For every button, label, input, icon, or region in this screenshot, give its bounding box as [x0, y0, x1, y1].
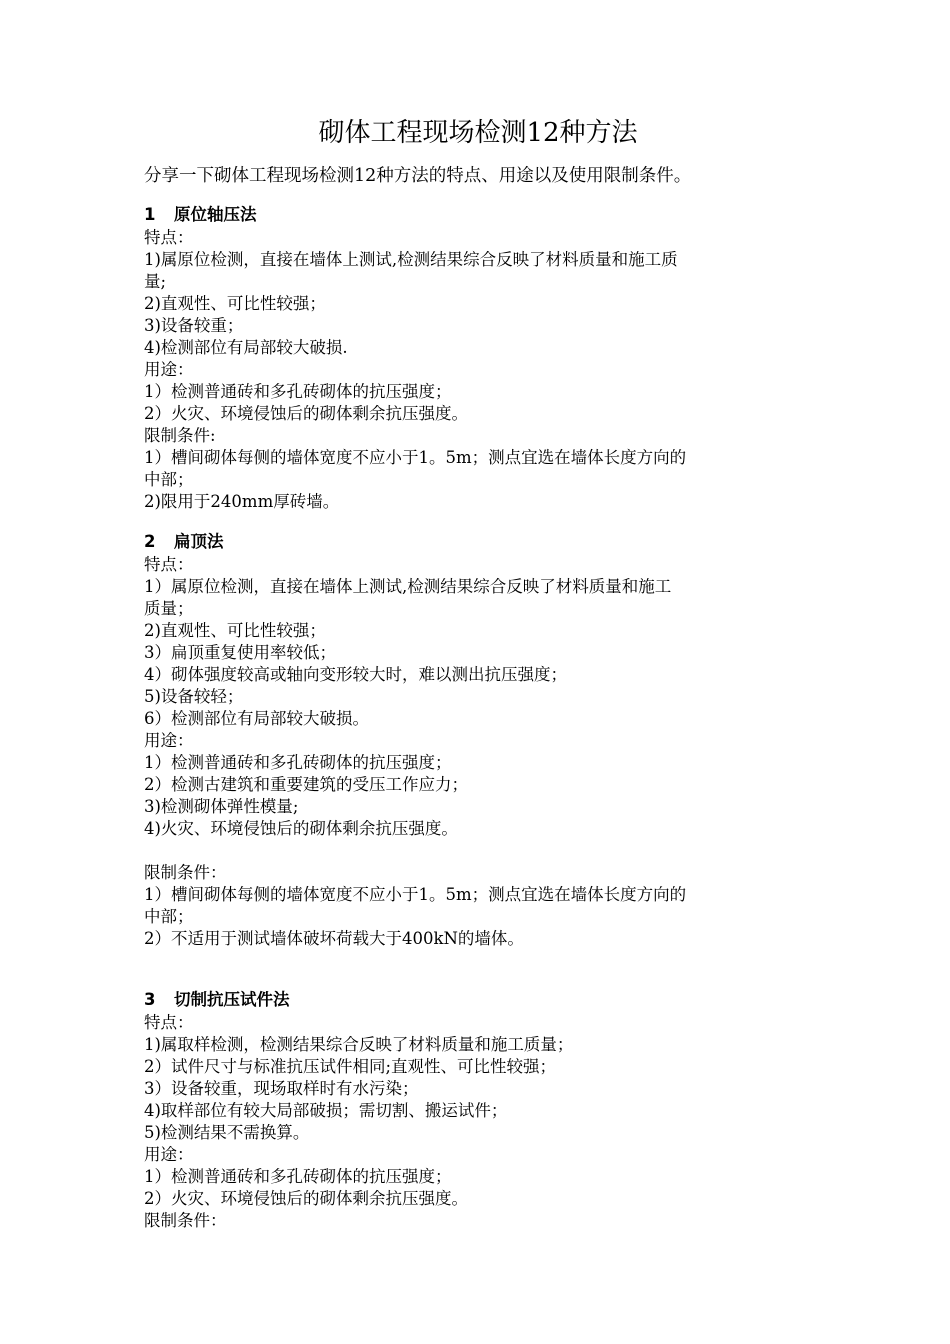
text-line: 量;: [144, 272, 167, 291]
text-line: 质量；: [144, 599, 194, 618]
text-line: 2）火灾、环境侵蚀后的砌体剩余抗压强度。: [144, 1189, 468, 1208]
intro-paragraph: 分享一下砌体工程现场检测12种方法的特点、用途以及使用限制条件。: [144, 166, 692, 186]
text-line: 用途：: [144, 731, 194, 750]
text-line: 4)火灾、环境侵蚀后的砌体剩余抗压强度。: [144, 819, 458, 838]
text-line: 4）砌体强度较高或轴向变形较大时，难以测出抗压强度；: [144, 665, 567, 684]
page-title: 砌体工程现场检测12种方法: [318, 118, 638, 148]
text-line: 1）槽间砌体每侧的墙体宽度不应小于1。5m；测点宜选在墙体长度方向的: [144, 885, 687, 904]
section-title: 扁顶法: [174, 532, 224, 551]
text-line: 1）检测普通砖和多孔砖砌体的抗压强度；: [144, 1167, 452, 1186]
text-line: 3)设备较重；: [144, 316, 244, 335]
text-line: 2)直观性、可比性较强；: [144, 621, 326, 640]
text-line: 5)设备较轻；: [144, 687, 244, 706]
text-line: 特点：: [144, 1013, 194, 1032]
section-1: [144, 203, 812, 513]
section-title: 切制抗压试件法: [174, 990, 290, 1009]
text-line: 限制条件：: [144, 863, 227, 882]
text-line: 4)检测部位有局部较大破损.: [144, 338, 348, 357]
text-line: 3)检测砌体弹性模量;: [144, 797, 299, 816]
section-title: 原位轴压法: [174, 205, 257, 224]
text-line: 2)限用于240mm厚砖墙。: [144, 492, 340, 511]
text-line: 1)属取样检测，检测结果综合反映了材料质量和施工质量；: [144, 1035, 574, 1054]
text-line: 特点：: [144, 555, 194, 574]
section-heading: [144, 988, 812, 1012]
section-number: 2: [144, 532, 156, 551]
text-line: 特点：: [144, 228, 194, 247]
section-2: [144, 530, 812, 950]
text-line: 4)取样部位有较大局部破损；需切割、搬运试件；: [144, 1101, 508, 1120]
section-3: [144, 988, 812, 1232]
text-line: 2）火灾、环境侵蚀后的砌体剩余抗压强度。: [144, 404, 468, 423]
text-line: 中部；: [144, 907, 194, 926]
text-line: 1）属原位检测，直接在墙体上测试,检测结果综合反映了材料质量和施工: [144, 577, 672, 596]
text-line: 限制条件:: [144, 426, 216, 445]
section-number: 1: [144, 205, 156, 224]
text-line: 2）试件尺寸与标准抗压试件相同;直观性、可比性较强；: [144, 1057, 557, 1076]
text-line: 1)属原位检测，直接在墙体上测试,检测结果综合反映了材料质量和施工质: [144, 250, 678, 269]
text-line: 2)直观性、可比性较强；: [144, 294, 326, 313]
text-line: [144, 840, 812, 862]
text-line: 中部；: [144, 470, 194, 489]
section-number: 3: [144, 990, 156, 1009]
text-line: 2）不适用于测试墙体破坏荷载大于400kN的墙体。: [144, 929, 524, 948]
text-line: 2）检测古建筑和重要建筑的受压工作应力；: [144, 775, 468, 794]
text-line: 用途：: [144, 1145, 194, 1164]
section-heading: [144, 203, 812, 227]
text-line: 1）检测普通砖和多孔砖砌体的抗压强度；: [144, 753, 452, 772]
text-line: 5)检测结果不需换算。: [144, 1123, 310, 1142]
text-line: 限制条件：: [144, 1211, 227, 1230]
text-line: 3）扁顶重复使用率较低；: [144, 643, 336, 662]
text-line: 1）槽间砌体每侧的墙体宽度不应小于1。5m；测点宜选在墙体长度方向的: [144, 448, 687, 467]
text-line: 6）检测部位有局部较大破损。: [144, 709, 369, 728]
text-line: 用途：: [144, 360, 194, 379]
text-line: 3）设备较重，现场取样时有水污染；: [144, 1079, 419, 1098]
section-heading: [144, 530, 812, 554]
text-line: 1）检测普通砖和多孔砖砌体的抗压强度；: [144, 382, 452, 401]
